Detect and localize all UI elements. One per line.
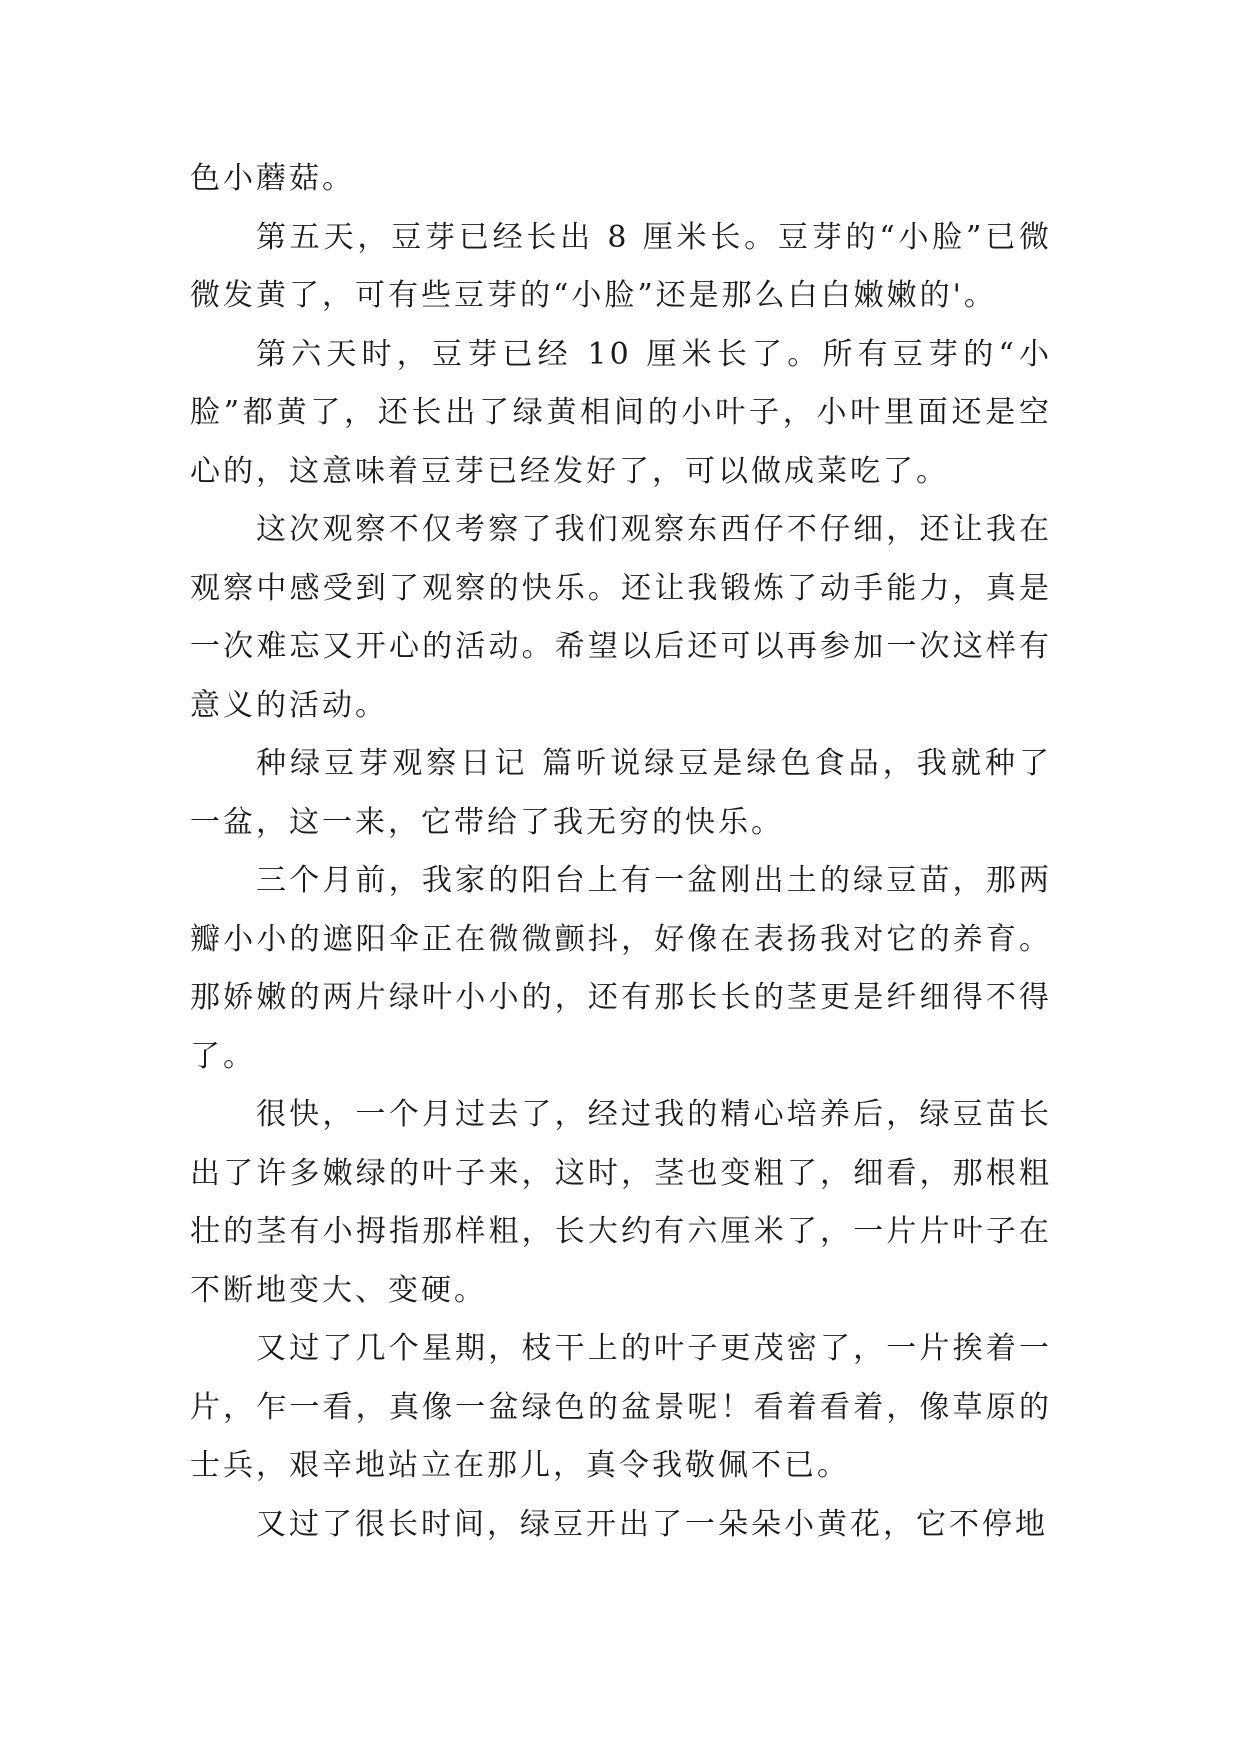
paragraph-5: 种绿豆芽观察日记 篇听说绿豆是绿色食品，我就种了一盆，这一来，它带给了我无穷的快乐。	[190, 746, 1052, 840]
paragraph-2: 第五天，豆芽已经长出 8 厘米长。豆芽的“小脸”已微微发黄了，可有些豆芽的“小脸”还是那么白白嫩嫩的'。	[190, 219, 1052, 313]
paragraph-7: 很快，一个月过去了，经过我的精心培养后，绿豆苗长出了许多嫩绿的叶子来，这时，茎也变粗了，细看，那根粗壮的茎有小拇指那样粗，长大约有六厘米了，一片片叶子在不断地变大、变硬。	[190, 1097, 1052, 1308]
paragraph-3: 第六天时，豆芽已经 10 厘米长了。所有豆芽的“小脸”都黄了，还长出了绿黄相间的小叶子，小叶里面还是空心的，这意味着豆芽已经发好了，可以做成菜吃了。	[190, 336, 1052, 489]
paragraph-8: 又过了几个星期，枝干上的叶子更茂密了，一片挨着一片，乍一看，真像一盆绿色的盆景呢！看着看着，像草原的士兵，艰辛地站立在那儿，真令我敬佩不已。	[190, 1331, 1052, 1483]
paragraph-6: 三个月前，我家的阳台上有一盆刚出土的绿豆苗，那两瓣小小的遮阳伞正在微微颤抖，好像在表扬我对它的养育。那娇嫩的两片绿叶小小的，还有那长长的茎更是纤细得不得了。	[190, 863, 1052, 1074]
paragraph-4: 这次观察不仅考察了我们观察东西仔不仔细，还让我在观察中感受到了观察的快乐。还让我锻炼了动手能力，真是一次难忘又开心的活动。希望以后还可以再参加一次这样有意义的活动。	[190, 512, 1052, 723]
document-body	[190, 150, 1052, 1554]
paragraph-9: 又过了很长时间，绿豆开出了一朵朵小黄花，它不停地	[256, 1506, 1048, 1542]
paragraph-1: 色小蘑菇。	[190, 161, 355, 196]
